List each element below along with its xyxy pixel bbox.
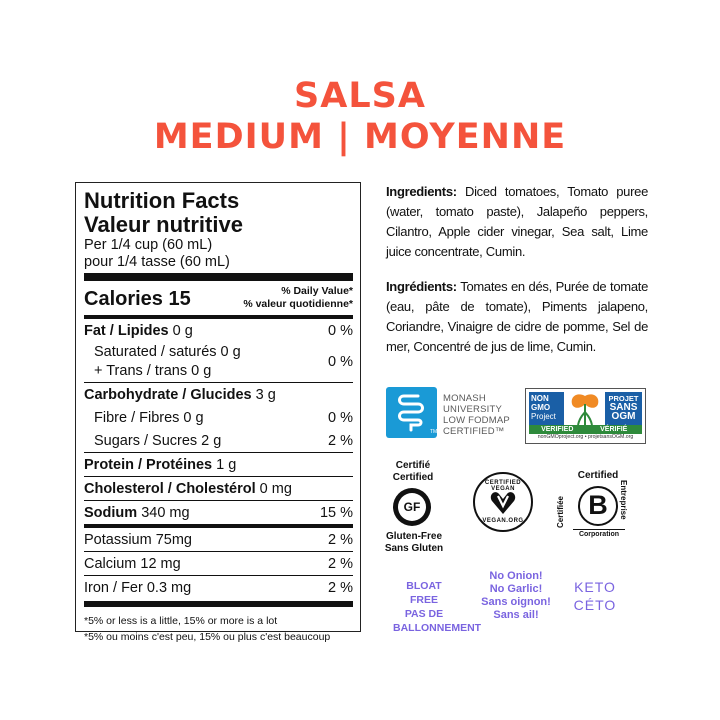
sugars-label: Sugars / Sucres 2 g — [94, 432, 222, 449]
ingredients-en-label: Ingredients: — [386, 184, 457, 199]
gf-certified-text — [388, 460, 438, 484]
nutrition-facts-panel — [75, 182, 361, 643]
non-gmo-text: OGM — [611, 411, 636, 422]
sodium-amount: 340 mg — [141, 504, 190, 521]
fat-row — [84, 319, 353, 342]
vegan-heart-icon — [489, 490, 517, 516]
non-gmo-text: PROJET — [608, 394, 639, 403]
fibre-dv: 0 % — [328, 409, 353, 426]
fat-dv: 0 % — [328, 322, 353, 339]
product-variant: MEDIUM | MOYENNE — [153, 117, 567, 157]
certified-vegan-badge — [473, 472, 533, 532]
monash-gut-icon — [386, 387, 437, 438]
cholesterol-label: Cholesterol / Cholestérol — [84, 480, 256, 497]
b-corp-icon: B — [578, 486, 618, 526]
monash-line: UNIVERSITY — [443, 404, 503, 415]
gluten-free-icon — [393, 488, 431, 526]
nutrition-title-en: Nutrition Facts — [84, 188, 240, 213]
sodium-dv: 15 % — [319, 504, 353, 521]
carb-label: Carbohydrate / Glucides — [84, 386, 252, 403]
non-gmo-text: Project — [531, 412, 556, 421]
verifie-label: VÉRIFIÉ — [586, 425, 643, 434]
protein-row — [84, 453, 353, 476]
calories-row — [84, 281, 353, 315]
calcium-row — [84, 552, 353, 575]
bcorp-side-right: Entreprise — [619, 480, 628, 520]
fibre-label: Fibre / Fibres 0 g — [94, 409, 204, 426]
divider-thick — [84, 273, 353, 281]
gf-line: Sans Gluten — [384, 543, 444, 554]
serving-size-en: Per 1/4 cup (60 mL) — [84, 237, 213, 253]
product-name: SALSA — [294, 76, 426, 116]
sodium-label: Sodium — [84, 504, 138, 521]
carb-amount: 3 g — [255, 386, 276, 403]
protein-label: Protein / Protéines — [84, 456, 213, 473]
claim-line: CÉTO — [573, 597, 617, 613]
monash-certification — [443, 393, 510, 437]
monash-line: CERTIFIED™ — [443, 426, 505, 437]
claim-line: BALLONNEMENT — [393, 622, 482, 634]
fat-amount: 0 g — [172, 322, 193, 339]
calcium-dv: 2 % — [328, 555, 353, 572]
gf-mark: GF — [398, 493, 426, 521]
footnote — [84, 607, 353, 645]
non-gmo-verified-bar — [529, 425, 642, 434]
non-gmo-url: nonGMOproject.org • projetsansOGM.org — [537, 434, 634, 440]
carb-row — [84, 383, 353, 406]
sugars-row — [84, 429, 353, 452]
svg-text:TM: TM — [430, 429, 437, 435]
verified-label: VERIFIED — [529, 425, 586, 434]
daily-value-header — [243, 285, 353, 311]
sat-trans-row — [84, 342, 353, 382]
bcorp-side-left: Certifiée — [556, 495, 565, 528]
non-gmo-right — [605, 392, 642, 429]
ingredients-en-text: Diced tomatoes, Tomato puree (water, tomato paste), Jalapeño peppers, Cilantro, Apple cider vinegar, Sea salt, Lime juice concentrate, Cumin. — [386, 184, 648, 259]
fibre-row — [84, 406, 353, 429]
cholesterol-amount: 0 mg — [259, 480, 292, 497]
cholesterol-row — [84, 477, 353, 500]
sodium-row — [84, 501, 353, 524]
claim-line: No Garlic! — [489, 583, 543, 595]
daily-value-fr: % valeur quotidienne* — [243, 298, 353, 310]
ingredients-en — [386, 182, 648, 262]
daily-value-en: % Daily Value* — [281, 285, 353, 297]
gf-bottom-text — [383, 531, 445, 555]
non-gmo-badge — [525, 388, 646, 444]
gf-line: Certifié — [395, 460, 431, 471]
fat-label: Fat / Lipides — [84, 322, 169, 339]
non-gmo-text: NON — [531, 394, 549, 403]
claim-line: Sans ail! — [493, 609, 539, 621]
monash-line: LOW FODMAP — [443, 415, 510, 426]
vegan-top-text: CERTIFIED VEGAN — [484, 480, 522, 492]
gf-line: Certified — [392, 472, 434, 483]
potassium-row — [84, 528, 353, 551]
no-onion-garlic-claim — [478, 570, 554, 622]
ingredients-fr — [386, 277, 648, 357]
gf-line: Gluten-Free — [385, 531, 443, 542]
footnote-en: *5% or less is a little, 15% or more is a lot — [84, 615, 278, 627]
butterfly-icon — [566, 392, 604, 425]
nutrition-title-fr: Valeur nutritive — [84, 212, 243, 237]
claim-line: PAS DE — [404, 608, 444, 620]
claim-line: BLOAT FREE — [406, 580, 442, 606]
claim-line: No Onion! — [489, 570, 543, 582]
sat-trans-dv: 0 % — [328, 354, 353, 370]
saturated-label: Saturated / saturés 0 g — [94, 344, 241, 360]
trans-label: + Trans / trans 0 g — [94, 363, 212, 379]
potassium-dv: 2 % — [328, 531, 353, 548]
potassium-label: Potassium 75mg — [84, 531, 192, 548]
vegan-bottom-text: VEGAN.ORG — [482, 518, 524, 524]
serving-size-fr: pour 1/4 tasse (60 mL) — [84, 254, 230, 270]
claim-line: KETO — [574, 579, 616, 595]
footnote-fr: *5% ou moins c'est peu, 15% ou plus c'est beaucoup — [84, 631, 331, 643]
non-gmo-text: GMO — [531, 403, 551, 412]
bcorp-bottom-text: Corporation — [573, 529, 625, 538]
calories: Calories 15 — [84, 288, 191, 310]
iron-row — [84, 576, 353, 599]
non-gmo-left — [529, 392, 564, 429]
calcium-label: Calcium 12 mg — [84, 555, 181, 572]
ingredients-fr-label: Ingrédients: — [386, 279, 457, 294]
iron-dv: 2 % — [328, 579, 353, 596]
protein-amount: 1 g — [216, 456, 237, 473]
iron-label: Iron / Fer 0.3 mg — [84, 579, 192, 596]
non-gmo-text: SANS — [609, 402, 638, 413]
bloat-free-claim — [393, 579, 482, 635]
keto-claim — [567, 578, 623, 614]
bcorp-top-text: Certified — [577, 470, 619, 481]
sugars-dv: 2 % — [328, 432, 353, 449]
ingredients-fr-text: Tomates en dés, Purée de tomate (eau, pâte de tomate), Piments jalapeno, Coriandre, Vinaigre de cidre de pomme, Sel de mer, Concentré de jus de lime, Cumin. — [386, 279, 648, 354]
monash-line: MONASH — [443, 393, 486, 404]
claim-line: Sans oignon! — [481, 596, 551, 608]
